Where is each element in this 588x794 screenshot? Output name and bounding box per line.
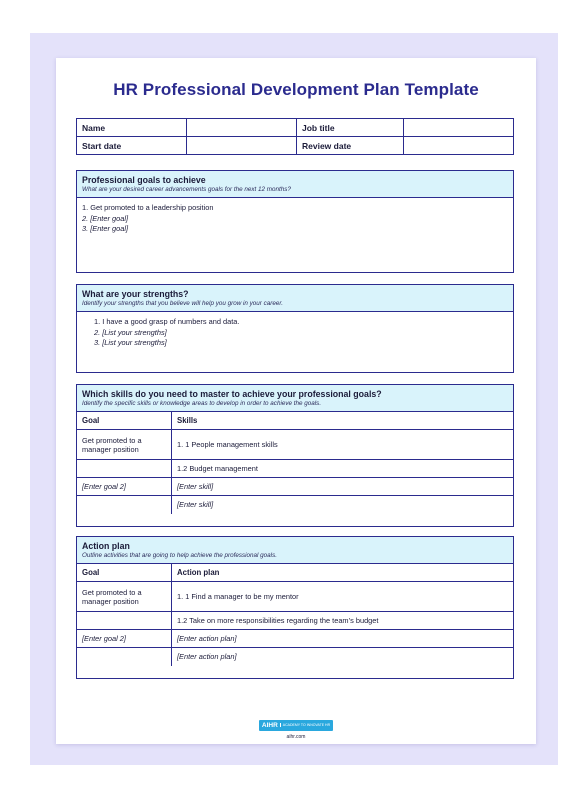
goals-title: Professional goals to achieve <box>82 175 206 185</box>
strengths-header <box>77 285 513 312</box>
table-cell-goal[interactable] <box>77 648 172 666</box>
table-cell-goal[interactable] <box>77 496 172 514</box>
goal-item: 1. Get promoted to a leadership position <box>82 203 214 212</box>
start-date-label: Start date <box>77 137 187 155</box>
skills-col-skills: Skills <box>172 412 514 430</box>
table-cell-action[interactable]: [Enter action plan] <box>172 648 514 666</box>
action-plan-section <box>76 536 514 679</box>
goals-header <box>77 171 513 198</box>
strength-item: 3. [List your strengths] <box>94 338 167 347</box>
table-cell-goal[interactable]: [Enter goal 2] <box>77 630 172 648</box>
goals-body[interactable] <box>77 198 513 240</box>
document-page <box>56 58 536 744</box>
table-cell-skill[interactable]: [Enter skill] <box>172 496 514 514</box>
employee-info-table <box>76 118 514 155</box>
footer <box>56 714 536 740</box>
action-plan-subtitle: Outline activities that are going to help achieve the professional goals. <box>82 552 277 559</box>
action-col-plan: Action plan <box>172 564 514 582</box>
table-cell-action[interactable]: [Enter action plan] <box>172 630 514 648</box>
table-cell-action[interactable]: 1. 1 Find a manager to be my mentor <box>172 582 514 612</box>
table-cell-skill[interactable]: [Enter skill] <box>172 478 514 496</box>
review-date-label: Review date <box>297 137 404 155</box>
goal-item: 3. [Enter goal] <box>82 224 129 233</box>
skills-col-goal: Goal <box>77 412 172 430</box>
strength-item: 1. I have a good grasp of numbers and data. <box>94 317 240 326</box>
logo-text: AIHR <box>261 722 278 729</box>
strengths-subtitle: Identify your strengths that you believe will help you grow in your career. <box>82 300 284 307</box>
table-cell-skill[interactable]: 1.2 Budget management <box>172 460 514 478</box>
start-date-field[interactable] <box>187 137 297 155</box>
name-field[interactable] <box>187 119 297 137</box>
skills-header <box>77 385 513 411</box>
logo-tagline: ACADEMY TO INNOVATE HR <box>280 723 330 727</box>
action-plan-title: Action plan <box>82 541 130 551</box>
table-cell-goal[interactable] <box>77 460 172 478</box>
table-cell-goal[interactable]: Get promoted to a manager position <box>77 430 172 460</box>
action-plan-header <box>77 537 513 563</box>
review-date-field[interactable] <box>404 137 514 155</box>
footer-url[interactable]: aihr.com <box>286 734 306 740</box>
action-col-goal: Goal <box>77 564 172 582</box>
job-title-field[interactable] <box>404 119 514 137</box>
name-label: Name <box>77 119 187 137</box>
strengths-title: What are your strengths? <box>82 289 189 299</box>
table-cell-goal[interactable]: [Enter goal 2] <box>77 478 172 496</box>
skills-section <box>76 384 514 527</box>
strength-item: 2. [List your strengths] <box>94 327 167 337</box>
table-cell-action[interactable]: 1.2 Take on more responsibilities regarding the team’s budget <box>172 612 514 630</box>
aihr-logo <box>259 720 333 731</box>
table-cell-skill[interactable]: 1. 1 People management skills <box>172 430 514 460</box>
action-plan-table <box>77 563 513 666</box>
goals-section <box>76 170 514 273</box>
page-title: HR Professional Development Plan Template <box>113 80 479 99</box>
table-cell-goal[interactable]: Get promoted to a manager position <box>77 582 172 612</box>
strengths-section <box>76 284 514 373</box>
goals-subtitle: What are your desired career advancements goals for the next 12 months? <box>82 186 291 193</box>
strengths-body[interactable] <box>77 312 513 354</box>
skills-title: Which skills do you need to master to achieve your professional goals? <box>82 389 382 399</box>
goal-item: 2. [Enter goal] <box>82 213 129 223</box>
skills-subtitle: Identify the specific skills or knowledge areas to develop in order to achieve the goals. <box>82 400 322 407</box>
skills-table <box>77 411 513 514</box>
job-title-label: Job title <box>297 119 404 137</box>
table-cell-goal[interactable] <box>77 612 172 630</box>
